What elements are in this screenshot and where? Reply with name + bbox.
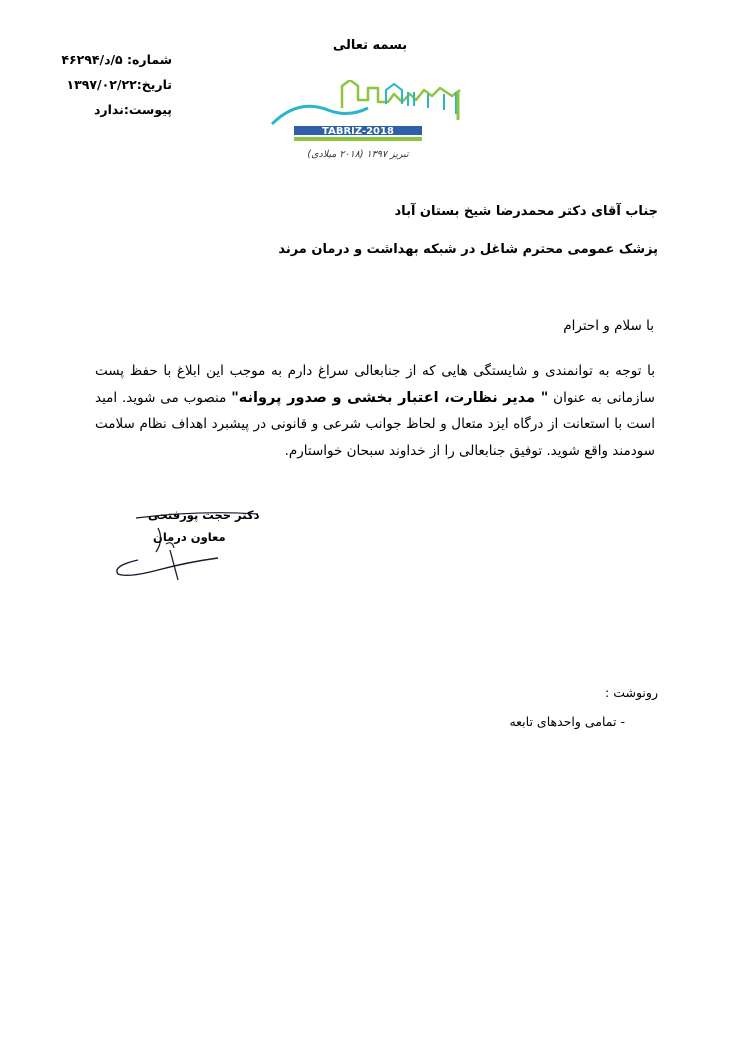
- letter-number-label: شماره:: [127, 52, 172, 67]
- letter-date: [67, 77, 172, 92]
- letter-attachment: [94, 102, 172, 117]
- letter-number-value: ۵/د/۴۶۲۹۴: [61, 52, 123, 67]
- handwritten-signature: [108, 500, 268, 582]
- greeting: با سلام و احترام: [563, 318, 654, 334]
- tabriz-2018-logo: [268, 80, 468, 170]
- recipient-title: پزشک عمومی محترم شاغل در شبکه بهداشت و درمان مرند: [278, 242, 658, 257]
- letter-number: [61, 52, 172, 67]
- recipient-name: جناب آقای دکتر محمدرضا شیخ بستان آباد: [394, 204, 658, 219]
- skyline-logo-icon: [268, 80, 468, 170]
- bismillah-heading: بسمه تعالی: [332, 38, 408, 53]
- cc-item: - تمامی واحدهای تابعه: [509, 714, 625, 729]
- letter-date-label: تاریخ:: [136, 77, 172, 92]
- signatory-name: دکتر حجت پورفتحی: [148, 508, 260, 522]
- letter-attachment-value: ندارد: [94, 102, 124, 117]
- logo-wordmark: TABRIZ-2018: [322, 126, 394, 137]
- letter-date-value: ۱۳۹۷/۰۲/۲۲: [66, 77, 137, 92]
- letter-body: [95, 358, 655, 464]
- letter-body-part1: با توجه به توانمندی و شایستگی هایی که از جنابعالی سراغ دارم به موجب این ابلاغ با حفظ پست سازمانی به عنوان: [95, 363, 655, 406]
- letter-body-part2: منصوب می شوید. امید است با استعانت از درگاه ایزد متعال و لحاظ جوانب شرعی و قانونی در پیشبرد اهداف نظام سلامت سودمند واقع شوید. توفیق جنابعالی را از خداوند سبحان خواستارم.: [95, 389, 655, 459]
- appointment-title: " مدیر نظارت، اعتبار بخشی و صدور پروانه": [231, 389, 549, 406]
- cc-label: رونوشت :: [605, 685, 658, 700]
- letter-attachment-label: پیوست:: [123, 102, 172, 117]
- signatory-title: معاون درمان: [153, 530, 226, 544]
- signature-scribble-icon: [108, 500, 268, 582]
- logo-caption: تبریز ۱۳۹۷ (۲۰۱۸ میلادی): [307, 149, 409, 160]
